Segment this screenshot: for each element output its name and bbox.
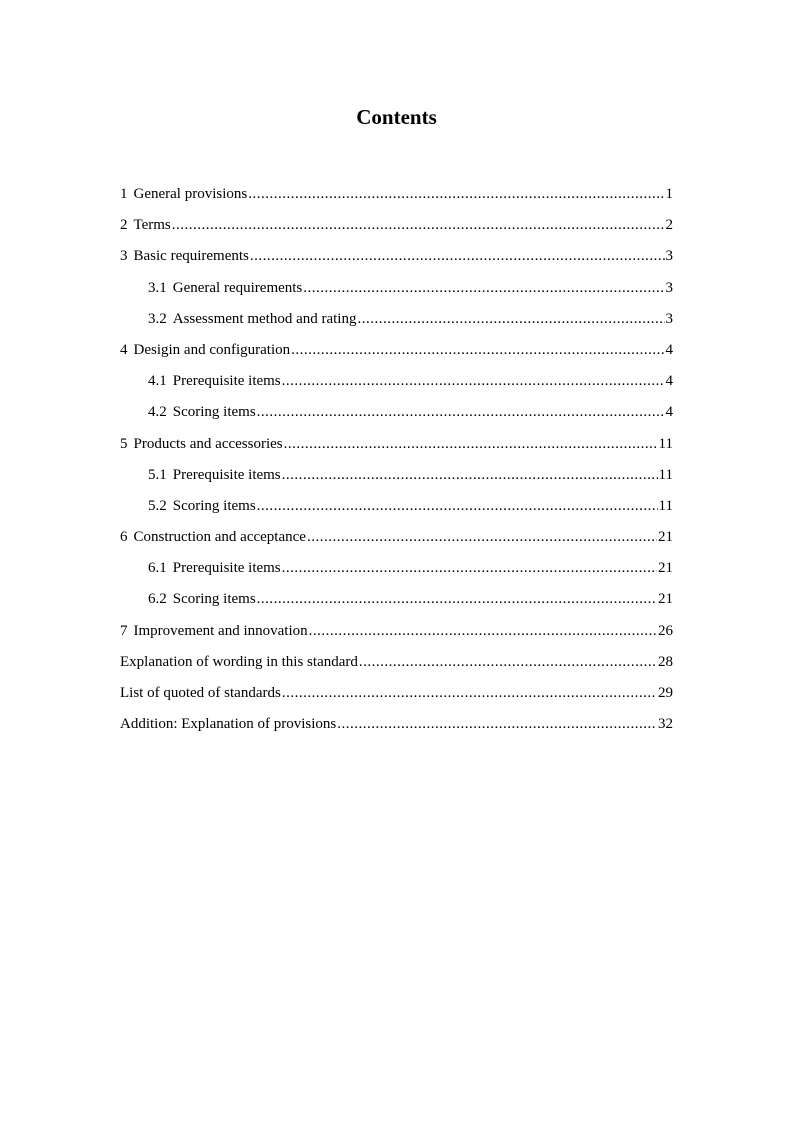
toc-entry-label bbox=[120, 183, 247, 205]
dot-leader bbox=[257, 495, 658, 517]
toc-entry-label bbox=[148, 588, 256, 610]
toc-entry-page: 21 bbox=[658, 560, 673, 577]
toc-entry-page: 21 bbox=[658, 591, 673, 608]
toc-entry-text: Products and accessories bbox=[133, 435, 283, 452]
toc-entry-page: 26 bbox=[658, 622, 673, 639]
toc-entry[interactable] bbox=[120, 433, 673, 464]
toc-entry[interactable] bbox=[120, 370, 673, 401]
toc-entry-page: 29 bbox=[658, 685, 673, 701]
toc-entry-label bbox=[148, 557, 281, 579]
table-of-contents bbox=[120, 183, 673, 744]
dot-leader bbox=[291, 339, 664, 361]
dot-leader bbox=[359, 651, 657, 673]
toc-entry-text: Explanation of wording in this standard bbox=[120, 653, 358, 670]
dot-leader bbox=[282, 557, 657, 579]
toc-entry-label bbox=[120, 651, 358, 673]
toc-entry-text: General requirements bbox=[172, 279, 303, 296]
toc-entry-text: Terms bbox=[133, 217, 171, 234]
page-title: Contents bbox=[356, 105, 437, 129]
toc-entry-label bbox=[148, 370, 281, 392]
toc-entry-page: 11 bbox=[658, 466, 673, 483]
toc-entry[interactable] bbox=[120, 464, 673, 495]
toc-entry-page: 4 bbox=[665, 341, 673, 358]
toc-entry-label bbox=[120, 339, 290, 361]
toc-entry-text: Assessment method and rating bbox=[172, 310, 357, 327]
toc-entry-page: 11 bbox=[658, 497, 673, 514]
toc-entry-page: 2 bbox=[665, 217, 673, 234]
toc-entry-page: 21 bbox=[658, 529, 673, 546]
toc-entry-number: 3.2 bbox=[148, 310, 167, 327]
toc-entry-page: 32 bbox=[658, 716, 673, 733]
toc-entry[interactable] bbox=[120, 620, 673, 651]
dot-leader bbox=[250, 245, 665, 267]
toc-entry-text: Prerequisite items bbox=[172, 466, 281, 483]
toc-entry[interactable] bbox=[120, 245, 673, 276]
toc-entry-number: 2 bbox=[120, 217, 128, 234]
toc-entry-number: 5.1 bbox=[148, 466, 167, 483]
toc-entry[interactable] bbox=[120, 214, 673, 245]
toc-entry-label bbox=[120, 620, 308, 642]
toc-entry-page: 3 bbox=[665, 248, 673, 265]
toc-entry[interactable] bbox=[120, 557, 673, 588]
toc-entry-text: Addition: Explanation of provisions bbox=[120, 716, 337, 733]
dot-leader bbox=[309, 620, 657, 642]
toc-entry-number: 4.2 bbox=[148, 404, 167, 421]
toc-entry[interactable] bbox=[120, 713, 673, 744]
toc-entry-number: 5 bbox=[120, 435, 128, 452]
dot-leader bbox=[172, 214, 665, 236]
dot-leader bbox=[248, 183, 664, 205]
toc-entry-page: 28 bbox=[658, 653, 673, 670]
toc-entry-label bbox=[120, 245, 249, 267]
toc-entry[interactable] bbox=[120, 526, 673, 557]
toc-entry[interactable] bbox=[120, 339, 673, 370]
dot-leader bbox=[337, 713, 657, 735]
toc-entry-number: 6 bbox=[120, 529, 128, 546]
toc-entry-page: 3 bbox=[665, 279, 673, 296]
toc-entry-text: Desigin and configuration bbox=[133, 341, 291, 358]
toc-entry-text: Scoring items bbox=[172, 591, 256, 608]
toc-entry-text: Basic requirements bbox=[133, 248, 249, 265]
toc-entry-label bbox=[148, 277, 302, 299]
toc-entry-page: 4 bbox=[665, 404, 673, 421]
toc-entry-page: 1 bbox=[665, 186, 673, 202]
toc-entry-page: 3 bbox=[665, 310, 673, 327]
toc-entry-number: 1 bbox=[120, 186, 128, 202]
toc-entry[interactable] bbox=[120, 682, 673, 713]
toc-entry[interactable] bbox=[120, 183, 673, 214]
toc-entry-page: 11 bbox=[658, 435, 673, 452]
toc-entry-number: 6.2 bbox=[148, 591, 167, 608]
dot-leader bbox=[257, 401, 665, 423]
toc-entry-text: Improvement and innovation bbox=[133, 622, 308, 639]
toc-entry[interactable] bbox=[120, 277, 673, 308]
toc-entry-label bbox=[148, 308, 356, 330]
toc-entry-text: Construction and acceptance bbox=[133, 529, 306, 546]
toc-entry[interactable] bbox=[120, 308, 673, 339]
toc-entry-number: 5.2 bbox=[148, 497, 167, 514]
dot-leader bbox=[284, 433, 658, 455]
toc-entry-page: 4 bbox=[665, 373, 673, 390]
toc-entry[interactable] bbox=[120, 588, 673, 619]
toc-entry-text: Scoring items bbox=[172, 404, 256, 421]
toc-entry-number: 7 bbox=[120, 622, 128, 639]
toc-entry-text: Scoring items bbox=[172, 497, 256, 514]
toc-entry-number: 3 bbox=[120, 248, 128, 265]
toc-entry-text: Prerequisite items bbox=[172, 560, 281, 577]
toc-entry-number: 4 bbox=[120, 341, 128, 358]
toc-entry-number: 6.1 bbox=[148, 560, 167, 577]
toc-entry-label bbox=[120, 214, 171, 236]
toc-entry-label bbox=[148, 495, 256, 517]
dot-leader bbox=[357, 308, 664, 330]
toc-entry-text: General provisions bbox=[133, 186, 248, 202]
dot-leader bbox=[282, 370, 665, 392]
dot-leader bbox=[282, 682, 657, 704]
toc-entry-label bbox=[120, 433, 283, 455]
toc-entry-text: List of quoted of standards bbox=[120, 685, 281, 701]
toc-entry[interactable] bbox=[120, 651, 673, 682]
toc-entry-number: 3.1 bbox=[148, 279, 167, 296]
dot-leader bbox=[282, 464, 658, 486]
dot-leader bbox=[307, 526, 657, 548]
toc-entry-label bbox=[120, 682, 281, 704]
toc-entry[interactable] bbox=[120, 495, 673, 526]
toc-entry-label bbox=[148, 401, 256, 423]
toc-entry-label bbox=[148, 464, 281, 486]
toc-entry[interactable] bbox=[120, 401, 673, 432]
toc-entry-text: Prerequisite items bbox=[172, 373, 281, 390]
toc-entry-label bbox=[120, 526, 306, 548]
toc-entry-number: 4.1 bbox=[148, 373, 167, 390]
dot-leader bbox=[257, 588, 657, 610]
dot-leader bbox=[303, 277, 664, 299]
toc-entry-label bbox=[120, 713, 336, 735]
